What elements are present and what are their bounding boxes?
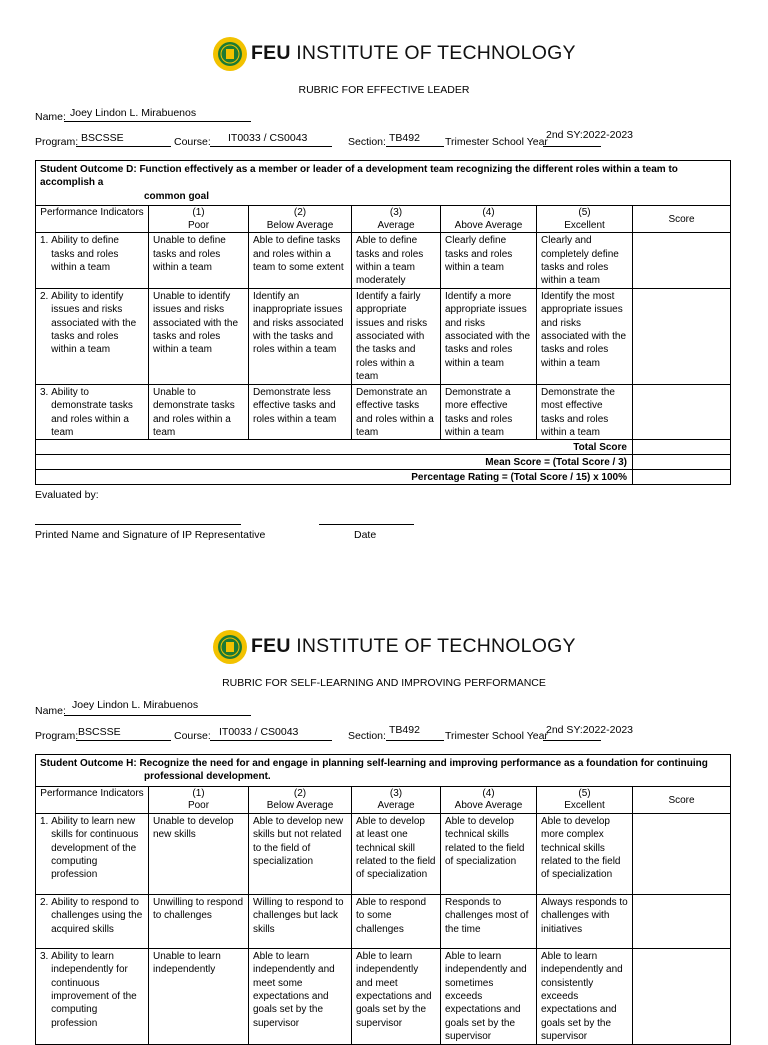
- rating-cell: Demonstrate the most effective tasks and roles within a team: [537, 384, 633, 440]
- score-cell[interactable]: [633, 948, 731, 1044]
- header-poor: (1) Poor: [149, 786, 249, 813]
- institution-name: FEU INSTITUTE OF TECHNOLOGY: [251, 42, 576, 64]
- rating-cell: Unable to define tasks and roles within a team: [149, 233, 249, 289]
- score-cell[interactable]: [633, 813, 731, 894]
- table-row: [36, 948, 731, 1044]
- rating-cell: Clearly define tasks and roles within a team: [441, 233, 537, 289]
- name-label: Name:: [35, 111, 66, 123]
- rating-cell: Clearly and completely define tasks and roles within a team: [537, 233, 633, 289]
- section-underline: [386, 146, 444, 147]
- feu-seal-logo: [213, 630, 247, 664]
- rating-cell: Willing to respond to challenges but lack skills: [249, 894, 352, 948]
- mean-score-label: Mean Score = (Total Score / 3): [36, 455, 633, 470]
- rating-cell: Able to develop new skills but not related to the field of specialization: [249, 813, 352, 894]
- header-above-average: (4) Above Average: [441, 206, 537, 233]
- student-name: Joey Lindon L. Mirabuenos: [70, 107, 197, 119]
- table-row: [36, 288, 731, 384]
- school-year-value: 2nd SY:2022-2023: [546, 724, 633, 736]
- rating-cell: Identify a more appropriate issues and risks associated with the tasks and roles within a team: [441, 288, 537, 384]
- rating-cell: Able to learn independently and sometimes exceeds expectations and goals set by the supervisor: [441, 948, 537, 1044]
- page2-header: [0, 630, 768, 666]
- program-value: BSCSSE: [81, 132, 124, 144]
- section-value: TB492: [389, 724, 420, 736]
- rating-cell: Unable to develop new skills: [149, 813, 249, 894]
- program-label: Program:: [35, 730, 79, 742]
- rating-cell: Able to learn independently and meet expectations and goals set by the supervisor: [352, 948, 441, 1044]
- course-underline: [210, 740, 332, 741]
- page1-header: [0, 37, 768, 73]
- rating-cell: Unwilling to respond to challenges: [149, 894, 249, 948]
- header-average: (3) Average: [352, 786, 441, 813]
- header-above-average: (4) Above Average: [441, 786, 537, 813]
- section-label: Section:: [348, 730, 386, 742]
- header-excellent: (5) Excellent: [537, 786, 633, 813]
- rating-cell: Always responds to challenges with initiatives: [537, 894, 633, 948]
- course-underline: [210, 146, 332, 147]
- name-label: Name:: [35, 705, 66, 717]
- course-value: IT0033 / CS0043: [228, 132, 308, 144]
- trimester-label: Trimester School Year: [445, 136, 548, 148]
- header-indicators: Performance Indicators: [36, 206, 149, 233]
- header-score: Score: [633, 206, 731, 233]
- score-cell[interactable]: [633, 384, 731, 440]
- rating-cell: Unable to identify issues and risks associated with the tasks and roles within a team: [149, 288, 249, 384]
- indicator-cell: 2. Ability to respond to challenges using the acquired skills: [36, 894, 149, 948]
- table-row: [36, 384, 731, 440]
- mean-score-cell[interactable]: [633, 455, 731, 470]
- student-name: Joey Lindon L. Mirabuenos: [72, 699, 199, 711]
- header-score: Score: [633, 786, 731, 813]
- rating-cell: Responds to challenges most of the time: [441, 894, 537, 948]
- date-line: [319, 524, 414, 525]
- header-average: (3) Average: [352, 206, 441, 233]
- rating-cell: Able to define tasks and roles within a team moderately: [352, 233, 441, 289]
- date-label: Date: [354, 529, 377, 541]
- rubric2-title: RUBRIC FOR SELF-LEARNING AND IMPROVING PERFORMANCE: [222, 677, 546, 689]
- indicator-cell: 3. Ability to demonstrate tasks and roles within a team: [36, 384, 149, 440]
- rubric2-table: [35, 754, 731, 1045]
- rating-cell: Unable to learn independently: [149, 948, 249, 1044]
- rubric1-table: [35, 160, 731, 485]
- program-underline: [76, 740, 171, 741]
- course-label: Course:: [174, 730, 211, 742]
- rubric1-outcome: Student Outcome D: Function effectively as a member or leader of a development team recognizing the different roles within a team to accomplish a common goal: [36, 161, 731, 206]
- header-poor: (1) Poor: [149, 206, 249, 233]
- table-row: [36, 894, 731, 948]
- table-row: [36, 813, 731, 894]
- signature-line: [35, 524, 241, 525]
- rating-cell: Able to develop at least one technical skill related to the field of specialization: [352, 813, 441, 894]
- name-underline: [64, 121, 251, 122]
- indicator-cell: 1. Ability to learn new skills for continuous development of the computing profession: [36, 813, 149, 894]
- header-below-average: (2) Below Average: [249, 206, 352, 233]
- score-cell[interactable]: [633, 894, 731, 948]
- score-cell[interactable]: [633, 233, 731, 289]
- printed-name-label: Printed Name and Signature of IP Representative: [35, 529, 266, 541]
- rating-cell: Demonstrate less effective tasks and roles within a team: [249, 384, 352, 440]
- evaluated-by-label: Evaluated by:: [35, 489, 99, 501]
- header-excellent: (5) Excellent: [537, 206, 633, 233]
- section-value: TB492: [389, 132, 420, 144]
- header-below-average: (2) Below Average: [249, 786, 352, 813]
- indicator-cell: 1. Ability to define tasks and roles within a team: [36, 233, 149, 289]
- rating-cell: Able to learn independently and meet some expectations and goals set by the supervisor: [249, 948, 352, 1044]
- rating-cell: Able to define tasks and roles within a team to some extent: [249, 233, 352, 289]
- rating-cell: Demonstrate an effective tasks and roles within a team: [352, 384, 441, 440]
- rating-cell: Unable to demonstrate tasks and roles within a team: [149, 384, 249, 440]
- table-row: [36, 233, 731, 289]
- rubric1-title: RUBRIC FOR EFFECTIVE LEADER: [298, 84, 470, 96]
- percentage-rating-label: Percentage Rating = (Total Score / 15) x 100%: [36, 470, 633, 485]
- name-underline: [64, 715, 251, 716]
- total-score-cell[interactable]: [633, 440, 731, 455]
- section-label: Section:: [348, 136, 386, 148]
- feu-seal-logo: [213, 37, 247, 71]
- section-underline: [386, 740, 444, 741]
- percentage-rating-cell[interactable]: [633, 470, 731, 485]
- rating-cell: Identify a fairly appropriate issues and risks associated with the tasks and roles within a team: [352, 288, 441, 384]
- course-label: Course:: [174, 136, 211, 148]
- program-value: BSCSSE: [78, 726, 121, 738]
- school-year-underline: [543, 740, 601, 741]
- total-score-label: Total Score: [36, 440, 633, 455]
- rating-cell: Able to respond to some challenges: [352, 894, 441, 948]
- score-cell[interactable]: [633, 288, 731, 384]
- course-value: IT0033 / CS0043: [219, 726, 299, 738]
- program-label: Program:: [35, 136, 79, 148]
- header-indicators: Performance Indicators: [36, 786, 149, 813]
- indicator-cell: 2. Ability to identify issues and risks associated with the tasks and roles within a team: [36, 288, 149, 384]
- rating-cell: Able to develop technical skills related to the field of specialization: [441, 813, 537, 894]
- rating-cell: Identify an inappropriate issues and risks associated with the tasks and roles within a team: [249, 288, 352, 384]
- rating-cell: Identify the most appropriate issues and risks associated with the tasks and roles within a team: [537, 288, 633, 384]
- program-underline: [76, 146, 171, 147]
- school-year-underline: [543, 146, 601, 147]
- indicator-cell: 3. Ability to learn independently for continuous improvement of the computing profession: [36, 948, 149, 1044]
- rubric2-outcome: Student Outcome H: Recognize the need for and engage in planning self-learning and improving performance as a foundation for continuing professional development.: [36, 755, 731, 787]
- rating-cell: Able to learn independently and consistently exceeds expectations and goals set by the supervisor: [537, 948, 633, 1044]
- institution-name: FEU INSTITUTE OF TECHNOLOGY: [251, 635, 576, 657]
- rating-cell: Demonstrate a more effective tasks and roles within a team: [441, 384, 537, 440]
- rating-cell: Able to develop more complex technical skills related to the field of specialization: [537, 813, 633, 894]
- school-year-value: 2nd SY:2022-2023: [546, 129, 633, 141]
- trimester-label: Trimester School Year: [445, 730, 548, 742]
